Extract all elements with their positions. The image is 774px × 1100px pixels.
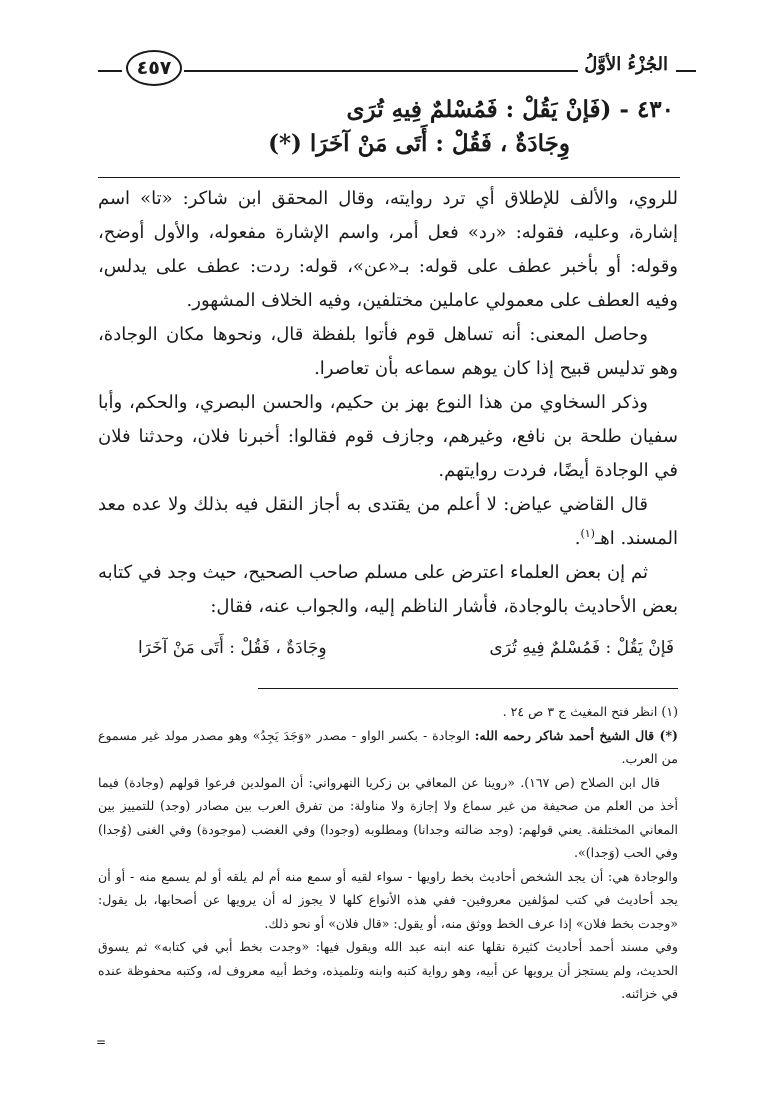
paragraph: ثم إن بعض العلماء اعترض على مسلم صاحب الصحيح، حيث وجد في كتابه بعض الأحاديث بالوجادة، فأشار الناظم إليه، والجواب عنه، فقال: [98, 562, 678, 617]
paragraph [98, 488, 678, 556]
footnote: وفي مسند أحمد أحاديث كثيرة نقلها عنه ابنه عبد الله ويقول فيها: «وجدت بخط أبي في كتابه» ثم يسوق الحديث، ولم يستجز أن يرويها عن أبيه، وهو رواية كتبه وابنه وتلميذه، وخط أبيه معروف له، وكتبه محفوظة عنده في خزائنه. [98, 939, 678, 1001]
paragraph: وحاصل المعنى: أنه تساهل قوم فأتوا بلفظة قال، ونحوها مكان الوجادة، وهو تدليس قبيح إذا كان يوهم سماعه بأن تعاصرا. [98, 324, 678, 379]
footnote-reference: (١) [580, 527, 595, 540]
header-rule [98, 70, 122, 72]
paragraph-end: . [574, 528, 581, 549]
footnote-text: الوجادة - بكسر الواو - مصدر «وَجَدَ يَجِدُ» وهو مصدر مولد غير مسموع من العرب. [98, 727, 678, 766]
page-number: ٤٥٧ [126, 50, 182, 86]
verse-quote [124, 638, 684, 668]
footnote [98, 724, 678, 771]
verse-divider [98, 177, 680, 178]
verse-line-1: ٤٣٠ - (فَإنْ يَقُلْ : فَمُسْلمٌ فِيهِ تُرَى [346, 96, 674, 123]
second-hemistich: وِجَادَةٌ ، فَقُلْ : أَتَى مَنْ آخَرَا [138, 638, 327, 658]
footnotes [98, 700, 678, 1006]
header-rule [184, 70, 578, 72]
footnote-divider [258, 688, 678, 689]
footnote-author: (*) قال الشيخ أحمد شاكر رحمه الله: [474, 727, 678, 743]
footnote: قال ابن الصلاح (ص ١٦٧). «روينا عن المعافي بن زكريا النهرواني: أن المولدين فرعوا قولهم (وجادة) فيما أخذ من العلم من صحيفة من غير سماع ولا إجازة ولا مناولة: من تفرق العرب بين مصادر (وجد) للتمييز بين المعاني المختلفة. يعني قولهم: (وجد ضالته وجدانا) ومطلوبه (وجودا) وفي الغضب (موجودة) وفي الغنى (وُجدا) وفي الحب (وَجدا)». [98, 774, 678, 860]
continuation-mark: = [96, 1035, 107, 1049]
header-rule [676, 70, 696, 72]
running-title: الجُزْءُ الأوَّلُ [584, 54, 668, 75]
page-header [98, 48, 696, 88]
commentary-body [98, 182, 678, 624]
verse-line-2: وِجَادَةٌ ، فَقُلْ : أَتَى مَنْ آخَرَا (*) [268, 130, 570, 157]
paragraph-text: قال القاضي عياض: لا أعلم من يقتدى به أجاز النقل فيه بذلك ولا عده معد المسند. اهـ [98, 494, 678, 549]
first-hemistich: فَإنْ يَقُلْ : فَمُسْلمٌ فِيهِ تُرَى [489, 638, 674, 658]
footnote: (١) انظر فتح المغيث ج ٣ ص ٢٤ . [502, 704, 678, 719]
footnote: والوجادة هي: أن يجد الشخص أحاديث بخط راويها - سواء لقيه أو سمع منه أم لم يلقه أو لم يسمع منه - أو أن يجد أحاديث في كتب لمؤلفين معروفين- ففي هذه الأنواع كلها لا يجوز له أن يرويها عن أصحابها، بل يقول: «وجدت بخط فلان» إذا عرف الخط ووثق منه، أو يقول: «قال فلان» أو نحو ذلك. [98, 868, 678, 931]
paragraph: للروي، والألف للإطلاق أي ترد روايته، وقال المحقق ابن شاكر: «تا» اسم إشارة، وعليه، فقوله: «رد» فعل أمر، واسم الإشارة مفعوله، والأول أوضح، وقوله: أو بأخبر عطف على قوله: بـ«عن»، قوله: ردت: عطف على يدلس، وفيه العطف على معمولي عاملين مختلفين، وفيه الخلاف المشهور. [98, 188, 678, 311]
paragraph: وذكر السخاوي من هذا النوع بهز بن حكيم، والحسن البصري، والحكم، وأبا سفيان طلحة بن نافع، وغيرهم، وجازف قوم فقالوا: أخبرنا فلان، وحدثنا فلان في الوجادة أيضًا، فردت روايتهم. [98, 392, 678, 481]
